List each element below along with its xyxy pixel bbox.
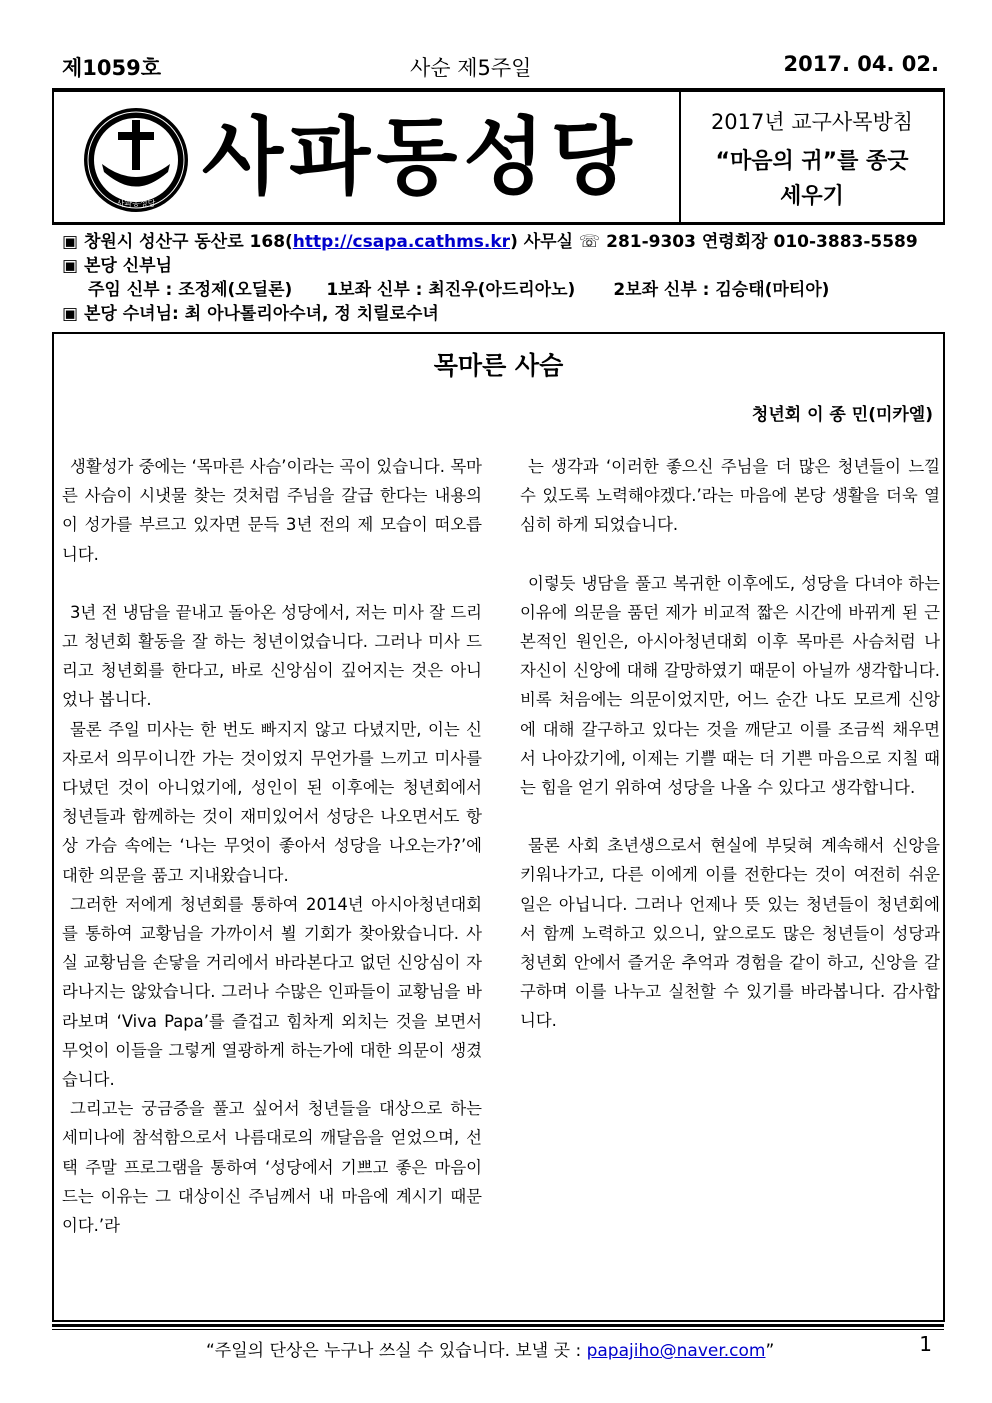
- issue-number: 제1059호: [62, 56, 162, 80]
- policy-line1: “마음의 귀”를 종긋: [715, 149, 909, 174]
- priests-heading: ▣ 본당 신부님: [62, 256, 173, 276]
- parish-info: [62, 230, 942, 326]
- address-line: [62, 230, 942, 254]
- footer-text-end: ”: [765, 1341, 775, 1361]
- priests-line: [62, 278, 942, 302]
- masthead-title-area: [54, 92, 681, 222]
- assistant-priest-2: 2보좌 신부 : 김승태(마티아): [613, 280, 830, 300]
- logo-text: 사파동성당: [116, 199, 156, 208]
- sisters-line: ▣ 본당 수녀님: 최 아나톨리아수녀, 정 치릴로수녀: [62, 304, 439, 324]
- footer-rule-thin: [52, 1329, 944, 1330]
- assistant-priest-1: 1보좌 신부 : 최진우(아드리아노): [326, 280, 576, 300]
- paragraph: 물론 사회 초년생으로서 현실에 부딪혀 계속해서 신앙을 키워나가고, 다른 이에게 이를 전한다는 것이 여전히 쉬운 일은 아닙니다. 그러나 언제나 뜻 있는 청년들이 청년회에서 함께 노력하고 있으니, 앞으로도 많은 청년들이 성당과 청년회 안에서 즐거운 추억과 경험을 같이 하고, 신앙을 갈구하며 이를 나누고 실천할 수 있기를 바라봅니다. 감사합니다.: [520, 836, 940, 1031]
- page-number: 1: [919, 1332, 932, 1356]
- article-author: 청년회 이 종 민(미카엘): [751, 405, 933, 425]
- pastoral-policy-box: [681, 92, 943, 222]
- article-box: [52, 332, 945, 1322]
- masthead: [52, 88, 945, 225]
- website-link[interactable]: http://csapa.cathms.kr: [292, 232, 511, 252]
- paragraph: 그러한 저에게 청년회를 통하여 2014년 아시아청년대회를 통하여 교황님을 가까이서 뵐 기회가 찾아왔습니다. 사실 교황님을 손닿을 거리에서 바라본다고 없던 신앙심이 자라나지는 않았습니다. 그러나 수많은 인파들이 교황님을 바라보며 ‘Viva Papa’를 즐겁고 힘차게 외치는 것을 보면서 무엇이 이들을 그렇게 열광하게 하는가에 대한 의문이 생겼습니다.: [62, 894, 482, 1090]
- paragraph: 이렇듯 냉담을 풀고 복귀한 이후에도, 성당을 다녀야 하는 이유에 의문을 품던 제가 비교적 짧은 시간에 바뀌게 된 근본적인 원인은, 아시아청년대회 이후 목마른 사슴처럼 나 자신이 신앙에 대해 갈망하였기 때문이 아닐까 생각합니다. 비록 처음에는 의문이었지만, 어느 순간 나도 모르게 신앙에 대해 갈구하고 있다는 것을 깨닫고 이를 조금씩 채우면서 나아갔기에, 이제는 기쁠 때는 더 기쁜 마음으로 지칠 때는 힘을 얻기 위하여 성당을 나올 수 있다고 생각합니다.: [520, 573, 940, 798]
- paragraph: 물론 주일 미사는 한 번도 빠지지 않고 다녔지만, 이는 신자로서 의무이니깐 가는 것이었지 무언가를 느끼고 미사를 다녔던 것이 아니었기에, 성인이 된 이후에는 청년회에서 청년들과 함께하는 것이 재미있어서 성당은 나오면서도 항상 가슴 속에는 ‘나는 무엇이 좋아서 성당을 나오는가?’에 대한 의문을 품고 지내왔습니다.: [62, 719, 482, 885]
- contact-text: ) 사무실 ☏ 281-9303 연령회장 010-3883-5589: [510, 232, 918, 252]
- parish-name-title: 사파동성당: [202, 107, 638, 206]
- policy-year: 2017년 교구사목방침: [710, 110, 914, 134]
- footer-note: [206, 1336, 774, 1361]
- liturgical-week: 사순 제5주일: [410, 56, 532, 80]
- footer-rule: [52, 1324, 944, 1327]
- issue-header-line: [52, 52, 945, 82]
- paragraph: 생활성가 중에는 ‘목마른 사슴’이라는 곡이 있습니다. 목마른 사슴이 시냇물 찾는 것처럼 주님을 갈급 한다는 내용의 이 성가를 부르고 있자면 문득 3년 전의 제 모습이 떠오릅니다.: [62, 457, 482, 564]
- address-text: ▣ 창원시 성산구 동산로 168(: [62, 232, 293, 252]
- footer-text: “주일의 단상은 누구나 쓰실 수 있습니다. 보낼 곳 :: [206, 1341, 587, 1361]
- paragraph: 그리고는 궁금증을 풀고 싶어서 청년들을 대상으로 하는 세미나에 참석함으로서 나름대로의 깨달음을 얻었으며, 선택 주말 프로그램을 통하여 ‘성당에서 기쁘고 좋은 마음이 드는 이유는 그 대상이신 주님께서 내 마음에 계시기 때문이다.’라: [62, 1099, 482, 1236]
- issue-date: 2017. 04. 02.: [783, 52, 939, 76]
- policy-line2: 세우기: [780, 184, 844, 209]
- parish-logo-icon: [82, 106, 190, 214]
- paragraph: 는 생각과 ‘이러한 좋으신 주님을 더 많은 청년들이 느낄 수 있도록 노력해야겠다.’라는 마음에 본당 생활을 더욱 열심히 하게 되었습니다.: [520, 457, 940, 535]
- pastor: 주임 신부 : 조정제(오딜론): [88, 280, 293, 300]
- email-link[interactable]: papajiho@naver.com: [586, 1341, 766, 1361]
- article-column-left: [62, 452, 482, 1240]
- article-title: 목마른 사슴: [433, 351, 564, 380]
- article-column-right: [520, 452, 940, 1036]
- paragraph: 3년 전 냉담을 끝내고 돌아온 성당에서, 저는 미사 잘 드리고 청년회 활동을 잘 하는 청년이었습니다. 그러나 미사 드리고 청년회를 한다고, 바로 신앙심이 깊어지는 것은 아니었나 봅니다.: [62, 602, 482, 710]
